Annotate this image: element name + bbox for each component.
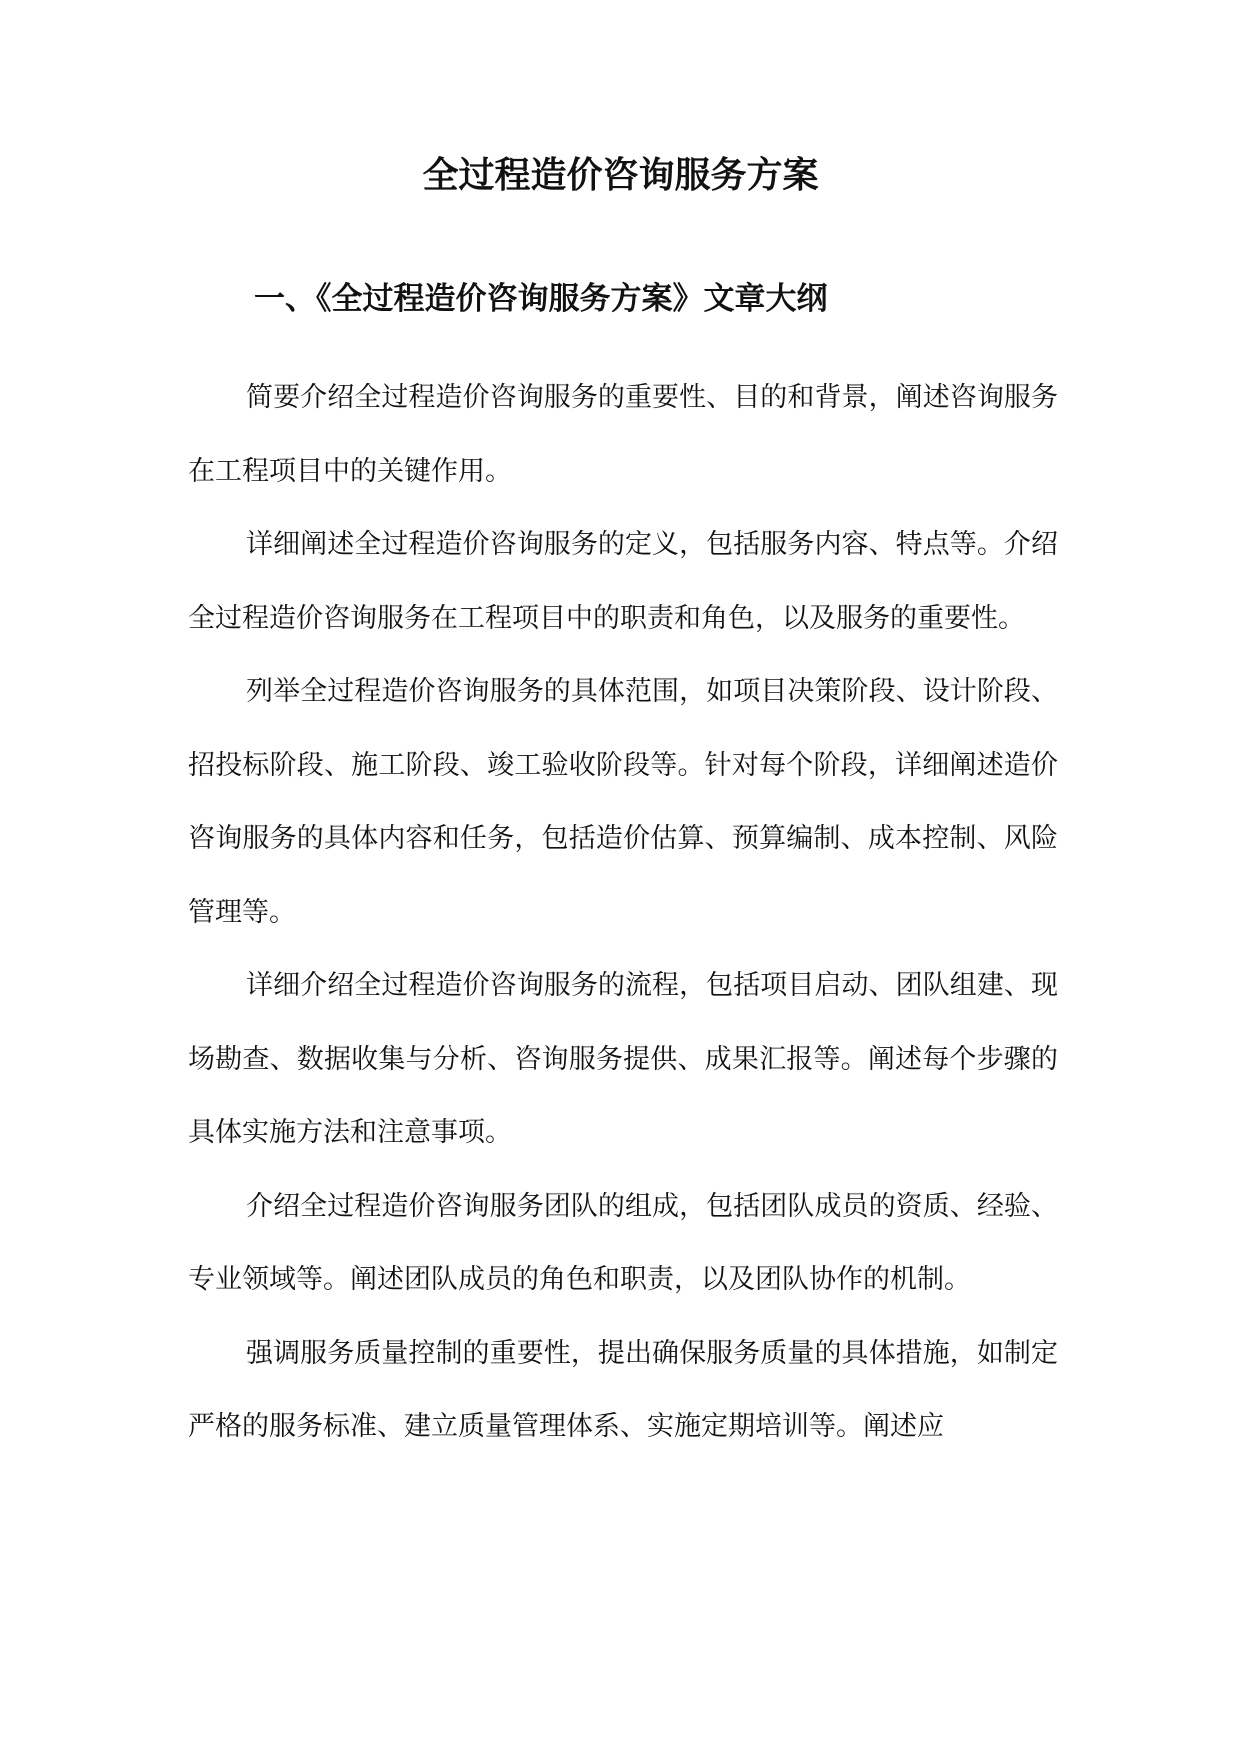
- paragraph: 介绍全过程造价咨询服务团队的组成，包括团队成员的资质、经验、专业领域等。阐述团队成员的角色和职责，以及团队协作的机制。: [188, 1190, 1058, 1295]
- paragraph: 详细介绍全过程造价咨询服务的流程，包括项目启动、团队组建、现场勘查、数据收集与分析、咨询服务提供、成果汇报等。阐述每个步骤的具体实施方法和注意事项。: [188, 970, 1058, 1148]
- document-title: 全过程造价咨询服务方案: [422, 154, 819, 196]
- paragraph: 列举全过程造价咨询服务的具体范围，如项目决策阶段、设计阶段、招投标阶段、施工阶段、竣工验收阶段等。针对每个阶段，详细阐述造价咨询服务的具体内容和任务，包括造价估算、预算编制、成本控制、风险管理等。: [188, 676, 1058, 928]
- paragraph: 详细阐述全过程造价咨询服务的定义，包括服务内容、特点等。介绍全过程造价咨询服务在工程项目中的职责和角色，以及服务的重要性。: [188, 529, 1058, 634]
- paragraph: 简要介绍全过程造价咨询服务的重要性、目的和背景，阐述咨询服务在工程项目中的关键作用。: [188, 382, 1058, 487]
- section-heading: 一、《全过程造价咨询服务方案》文章大纲: [254, 281, 828, 317]
- body-text: [188, 361, 1058, 1464]
- paragraph: 强调服务质量控制的重要性，提出确保服务质量的具体措施，如制定严格的服务标准、建立质量管理体系、实施定期培训等。阐述应: [188, 1337, 1058, 1442]
